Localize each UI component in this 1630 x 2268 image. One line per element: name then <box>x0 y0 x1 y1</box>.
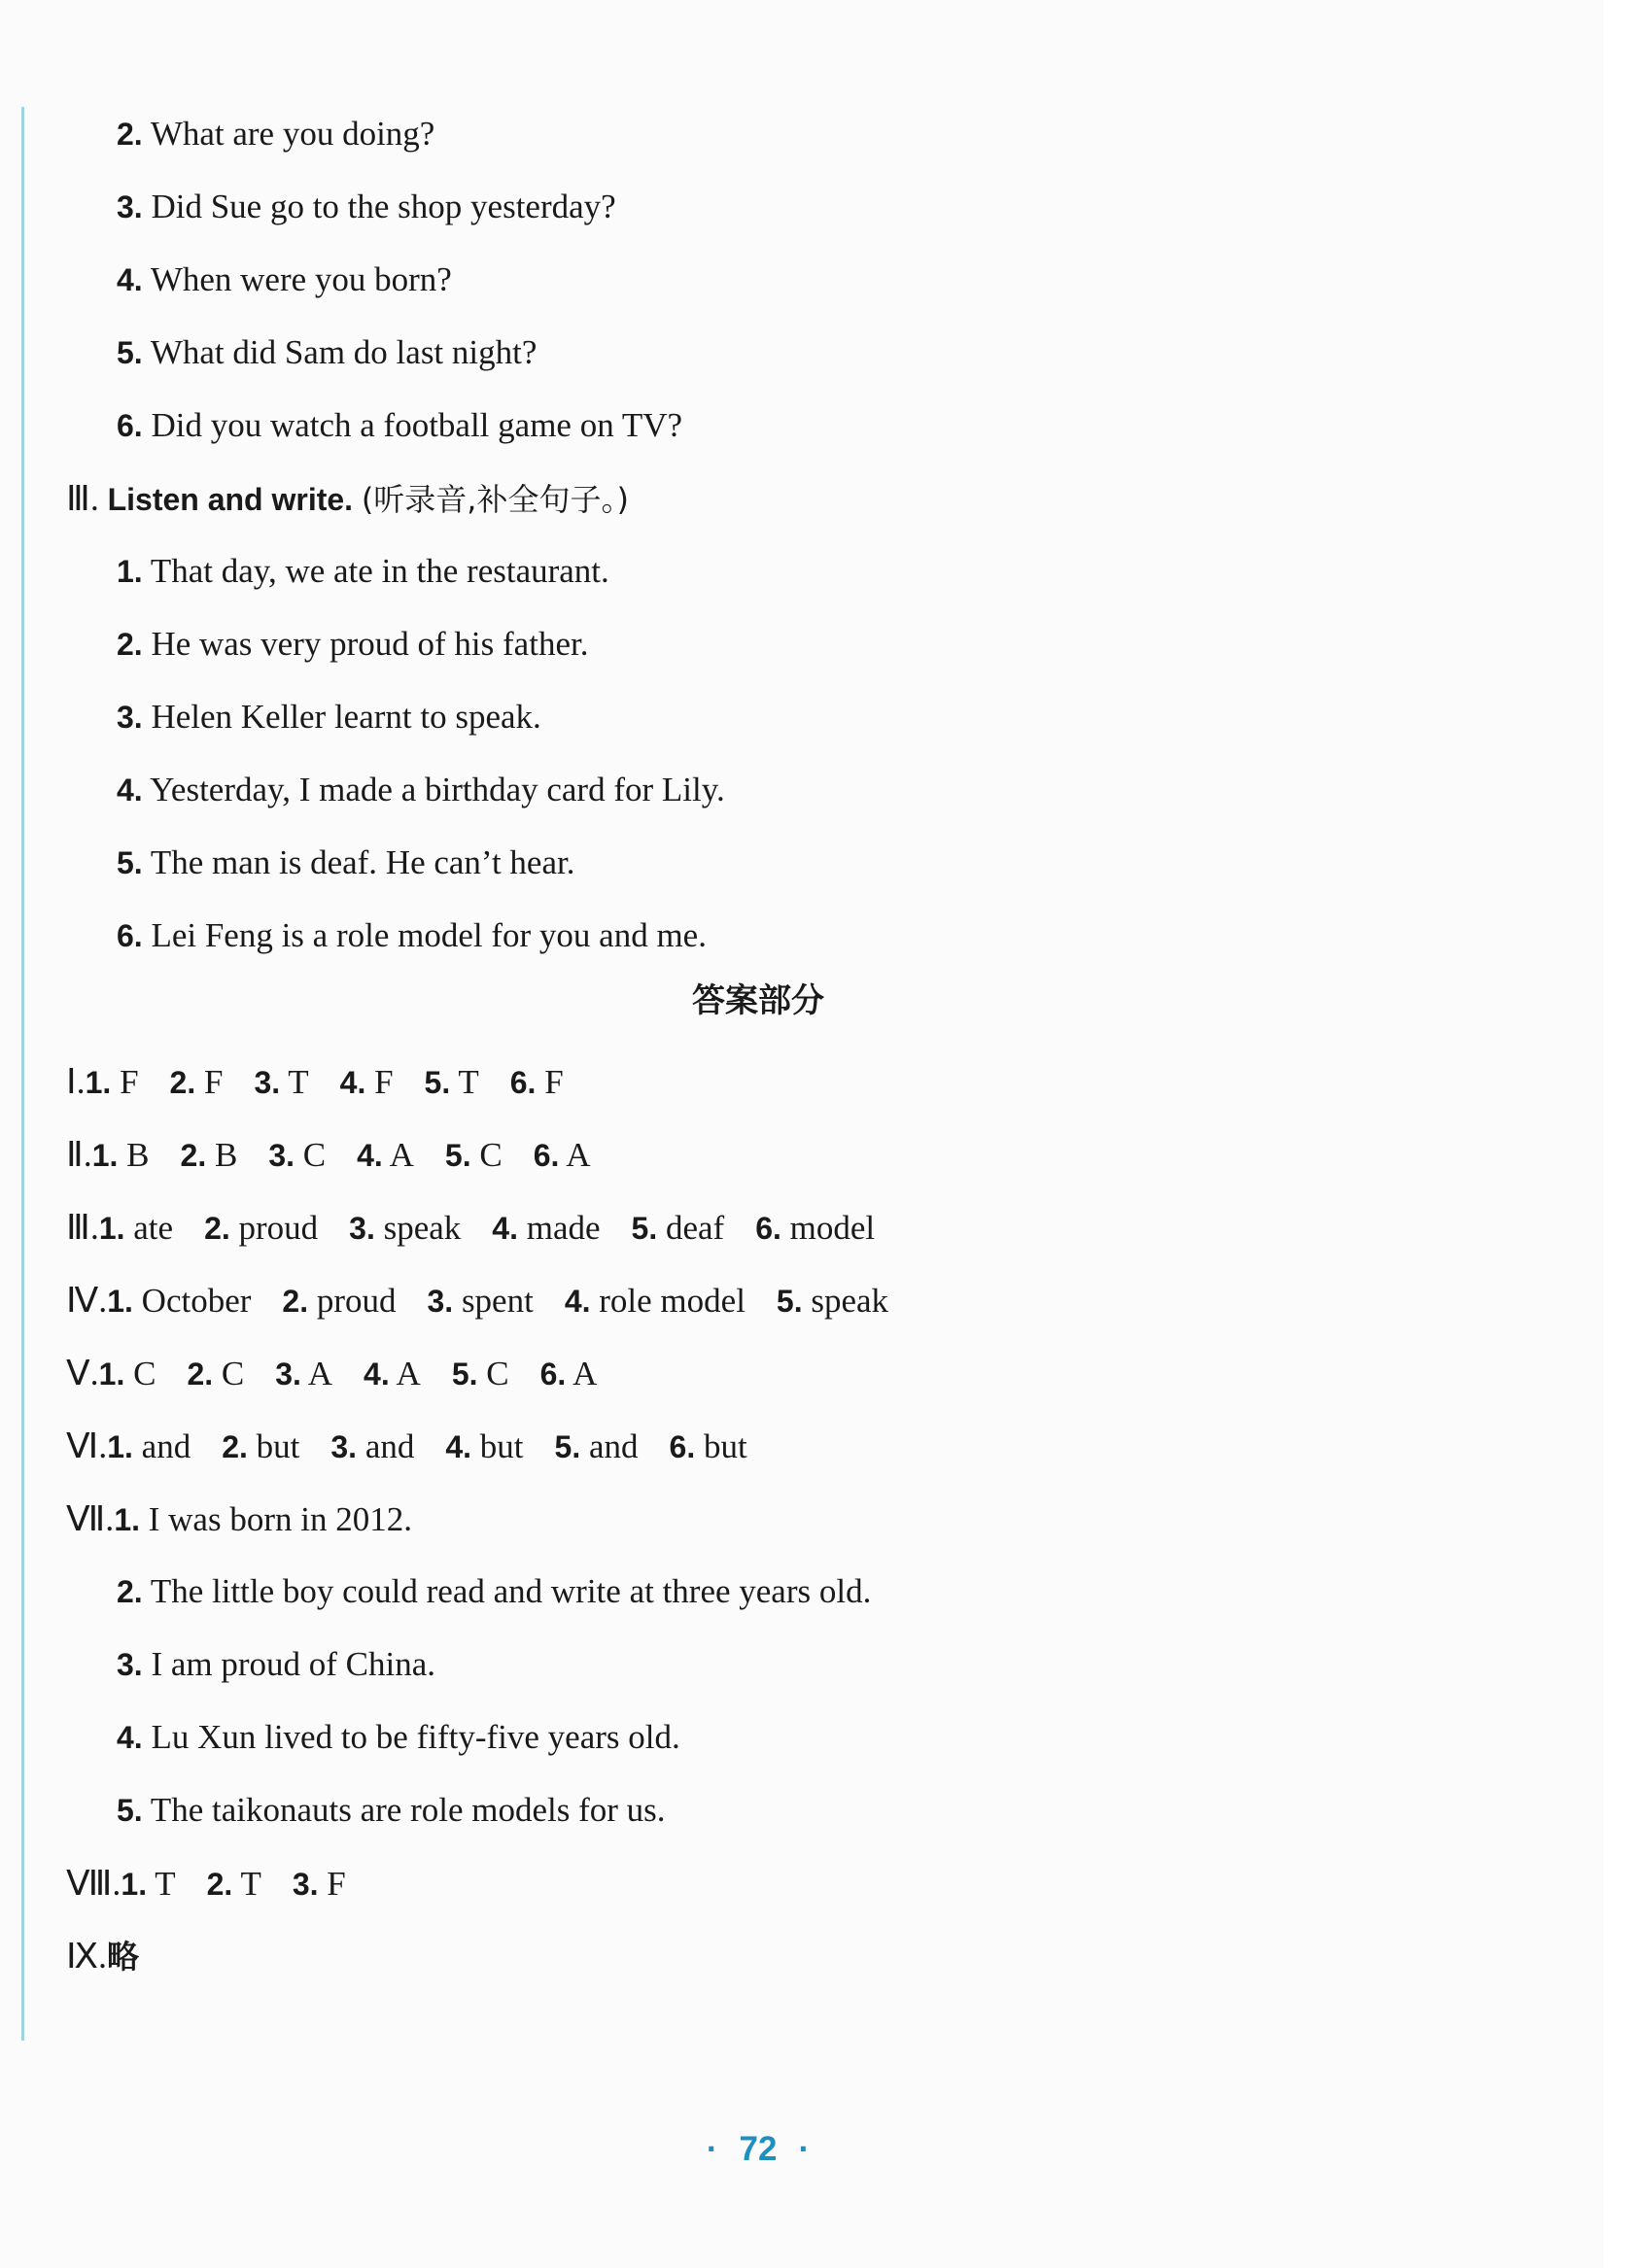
answer-sentence <box>117 1635 435 1694</box>
answer-number: 2. <box>222 1429 248 1464</box>
answer-row-V <box>66 1344 628 1402</box>
answer-number: 3. <box>254 1065 281 1100</box>
question-item <box>117 688 541 746</box>
margin-rule <box>21 107 24 2041</box>
item-text: The man is deaf. He can’t hear. <box>150 843 575 881</box>
answer-value: C <box>221 1355 245 1392</box>
answer-number: 5. <box>424 1065 451 1100</box>
answer-number: 5. <box>554 1429 581 1464</box>
section-roman: Ⅰ. <box>66 1062 86 1101</box>
question-item <box>117 251 452 309</box>
section-roman: Ⅱ. <box>66 1135 92 1174</box>
item-text: Lei Feng is a role model for you and me. <box>151 916 707 954</box>
answer-value: A <box>396 1355 421 1392</box>
answer-sentence <box>117 1563 871 1621</box>
answer-number: 1. <box>91 1138 119 1173</box>
section-roman: Ⅷ. <box>66 1864 121 1903</box>
answer-number: 2. <box>169 1065 196 1100</box>
answer-number: 4. <box>339 1065 366 1100</box>
item-number: 5. <box>117 845 143 880</box>
question-item <box>117 105 434 163</box>
question-item <box>117 178 616 236</box>
answer-value: proud <box>238 1209 319 1247</box>
question-item <box>117 396 682 455</box>
question-item <box>117 907 707 965</box>
answer-value: and <box>141 1427 191 1465</box>
item-text: Did you watch a football game on TV? <box>151 406 683 444</box>
answer-row-VI <box>66 1417 779 1475</box>
answer-number: 2. <box>187 1357 214 1392</box>
item-text: Helen Keller learnt to speak. <box>151 698 541 736</box>
answer-number: 3. <box>349 1211 375 1246</box>
answer-value: and <box>364 1427 415 1465</box>
answer-value: B <box>126 1136 150 1174</box>
answer-value: role model <box>599 1282 746 1320</box>
item-text: What did Sam do last night? <box>150 333 538 371</box>
answer-number: 4. <box>357 1138 383 1173</box>
answer-value: A <box>389 1136 414 1174</box>
answer-value: B <box>214 1136 238 1174</box>
answer-number: 2. <box>204 1211 230 1246</box>
answer-sentence <box>117 1781 666 1839</box>
item-number: 4. <box>117 773 143 808</box>
answer-value: C <box>486 1355 509 1392</box>
item-number: 6. <box>117 918 143 953</box>
answer-value: F <box>203 1063 224 1101</box>
answer-row-I <box>66 1052 595 1111</box>
answer-number: 2. <box>282 1284 309 1319</box>
answer-number: 5. <box>444 1138 471 1173</box>
answer-heading: 答案部分 <box>692 981 824 1020</box>
answer-number: 5. <box>117 1793 143 1828</box>
answer-value: A <box>572 1355 598 1392</box>
answer-number: 3. <box>330 1429 358 1464</box>
answer-number: 1. <box>121 1867 148 1902</box>
answer-value: October <box>141 1282 252 1320</box>
answer-number: 1. <box>107 1284 133 1319</box>
answer-value: T <box>458 1063 479 1101</box>
section-roman: Ⅲ. <box>66 1208 99 1247</box>
answer-number: 3. <box>275 1357 301 1392</box>
answer-sentence <box>117 1708 680 1767</box>
question-item <box>117 615 588 673</box>
section-heading <box>66 469 629 528</box>
answer-value: The taikonauts are role models for us. <box>150 1791 666 1829</box>
answer-number: 4. <box>564 1284 591 1319</box>
answer-value: speak <box>383 1209 462 1247</box>
answer-number: 6. <box>539 1357 567 1392</box>
answer-number: 2. <box>180 1138 207 1173</box>
answer-number: 5. <box>451 1357 478 1392</box>
question-item <box>117 834 574 892</box>
item-text: Yesterday, I made a birthday card for Lily. <box>150 771 725 808</box>
answer-number: 6. <box>509 1065 537 1100</box>
answer-value: F <box>374 1063 394 1101</box>
page-number-dot: · <box>706 2130 718 2168</box>
answer-value: but <box>479 1427 524 1465</box>
answer-value: T <box>288 1063 309 1101</box>
answer-number: 6. <box>533 1138 560 1173</box>
answer-value: deaf <box>665 1209 725 1247</box>
answer-value: ate <box>133 1209 174 1247</box>
answer-row-II <box>66 1125 622 1184</box>
answer-number: 4. <box>364 1357 390 1392</box>
answer-value: I was born in 2012. <box>148 1500 412 1538</box>
answer-value: A <box>566 1136 591 1174</box>
answer-number: 1. <box>85 1065 112 1100</box>
item-number: 2. <box>117 627 143 662</box>
question-item <box>117 542 609 601</box>
answer-value: proud <box>316 1282 397 1320</box>
answer-row-IV <box>66 1271 919 1329</box>
answer-value: Lu Xun lived to be fifty-five years old. <box>151 1718 680 1756</box>
section-title-cn: (听录音,补全句子。) <box>361 481 629 518</box>
answer-value: C <box>302 1136 327 1174</box>
question-item <box>117 761 725 819</box>
section-roman: Ⅲ. <box>66 479 99 518</box>
answer-value: F <box>544 1063 564 1101</box>
question-item <box>117 324 537 382</box>
page-number-text: 72 <box>739 2130 778 2168</box>
section-roman: Ⅴ. <box>66 1354 99 1392</box>
item-number: 1. <box>117 554 143 589</box>
answer-value: 略 <box>107 1938 140 1976</box>
answer-value: F <box>327 1865 346 1903</box>
answer-value: C <box>479 1136 503 1174</box>
answer-number: 5. <box>631 1211 658 1246</box>
page-number <box>0 2120 1516 2179</box>
answer-number: 1. <box>98 1211 125 1246</box>
answer-number: 2. <box>206 1867 233 1902</box>
item-number: 5. <box>117 335 143 370</box>
answer-value: C <box>133 1355 156 1392</box>
item-number: 6. <box>117 408 143 443</box>
item-text: What are you doing? <box>150 115 435 153</box>
page-number-dot: · <box>798 2130 811 2168</box>
answer-row-IX <box>66 1927 139 1985</box>
section-title: Listen and write. <box>107 482 354 517</box>
answer-number: 6. <box>755 1211 781 1246</box>
answer-number: 3. <box>292 1867 319 1902</box>
item-text: Did Sue go to the shop yesterday? <box>151 188 616 225</box>
answer-value: T <box>155 1865 176 1903</box>
answer-value: speak <box>811 1282 889 1320</box>
item-text: When were you born? <box>150 260 452 298</box>
answer-value: spent <box>461 1282 534 1320</box>
section-roman: Ⅵ. <box>66 1426 108 1465</box>
answer-number: 1. <box>98 1357 125 1392</box>
section-roman: Ⅸ. <box>66 1937 108 1976</box>
item-number: 3. <box>117 189 143 224</box>
answer-value: model <box>789 1209 876 1247</box>
item-text: He was very proud of his father. <box>151 625 589 663</box>
section-roman: Ⅶ. <box>66 1499 115 1538</box>
answer-value: I am proud of China. <box>151 1645 436 1683</box>
answer-number: 4. <box>492 1211 518 1246</box>
answer-number: 3. <box>427 1284 454 1319</box>
answer-value: F <box>120 1063 139 1101</box>
answer-value: A <box>307 1355 333 1392</box>
item-number: 3. <box>117 700 143 735</box>
answer-value: but <box>256 1427 300 1465</box>
answer-number: 3. <box>268 1138 295 1173</box>
answer-row-III <box>66 1198 906 1256</box>
answer-number: 3. <box>117 1647 143 1682</box>
answer-value: made <box>526 1209 601 1247</box>
answer-value: T <box>240 1865 261 1903</box>
item-text: That day, we ate in the restaurant. <box>150 552 609 590</box>
item-number: 2. <box>117 117 143 152</box>
answer-row-VII <box>66 1490 412 1548</box>
answer-row-VIII <box>66 1854 377 1912</box>
answer-number: 2. <box>117 1574 143 1609</box>
section-roman: Ⅳ. <box>66 1281 108 1320</box>
answer-number: 1. <box>114 1502 140 1537</box>
answer-number: 5. <box>776 1284 803 1319</box>
answer-number: 6. <box>669 1429 696 1464</box>
answer-value: but <box>703 1427 747 1465</box>
answer-number: 4. <box>445 1429 472 1464</box>
item-number: 4. <box>117 262 143 297</box>
answer-value: and <box>588 1427 639 1465</box>
answer-number: 1. <box>107 1429 133 1464</box>
answer-value: The little boy could read and write at three years old. <box>150 1572 872 1610</box>
answer-number: 4. <box>117 1720 143 1755</box>
